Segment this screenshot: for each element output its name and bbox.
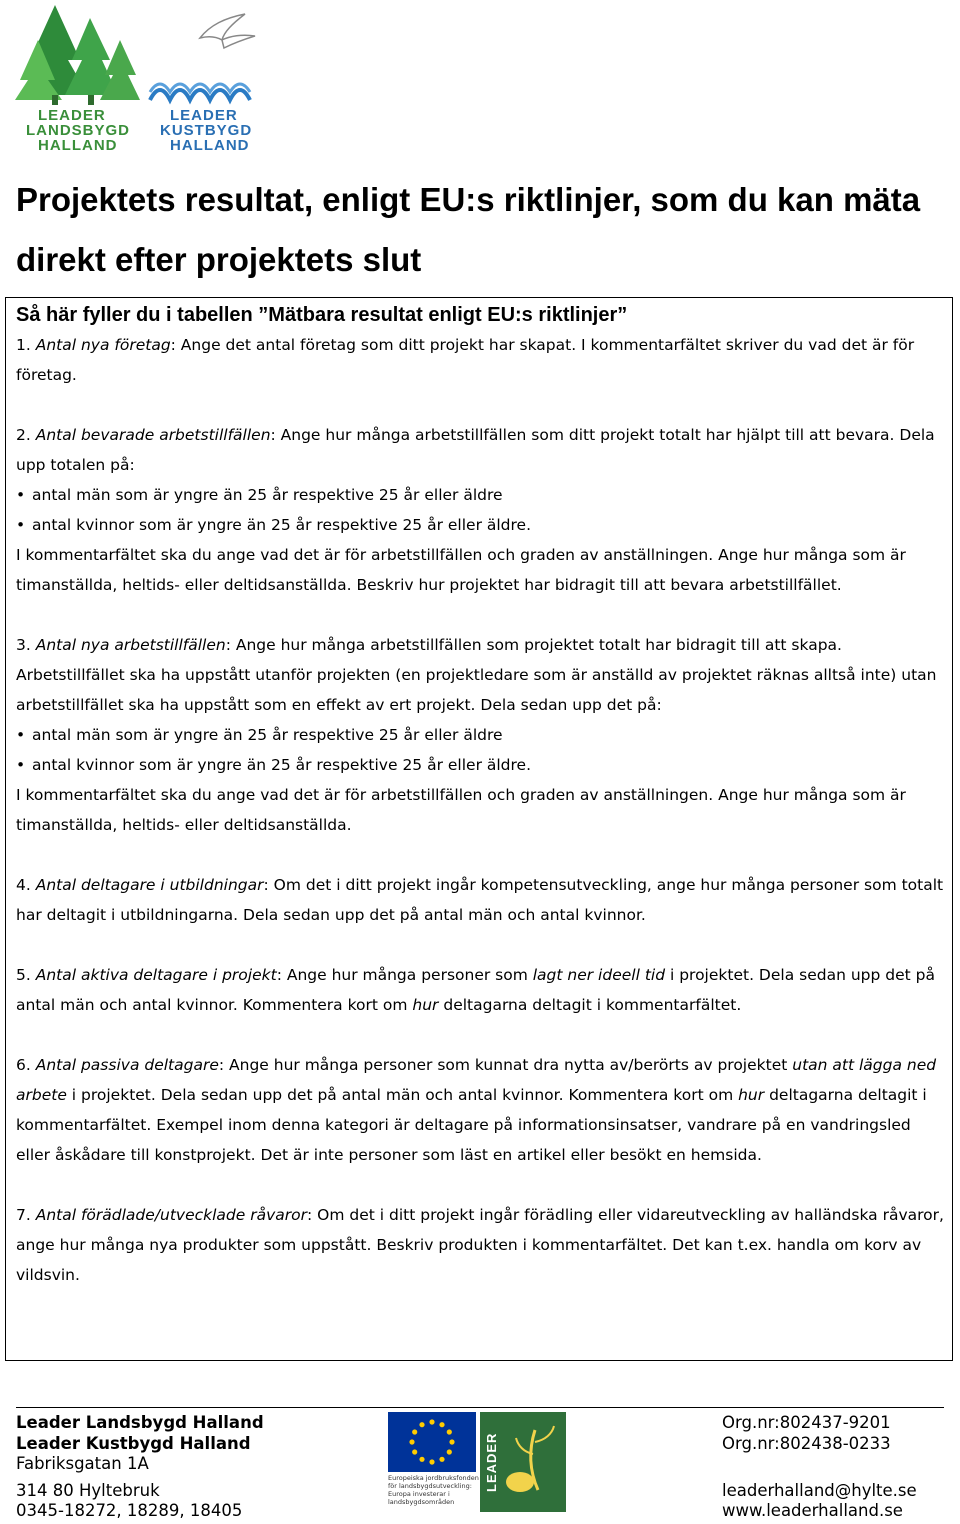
- page-title: Projektets resultat, enligt EU:s riktlinjer, som du kan mäta direkt efter projektets slut: [16, 181, 921, 278]
- leader-halland-logo: [10, 0, 270, 160]
- item-4: [16, 870, 946, 930]
- item-2-after: I kommentarfältet ska du ange vad det är för arbetstillfällen och graden av anställningen. Ange hur många som är timanställda, heltids- eller deltidsanställda. Beskriv hur projektet har bidragit till att bevara arbetstillfället.: [16, 546, 906, 594]
- logo-right-line3: HALLAND: [170, 137, 250, 154]
- eu-flag-icon: [388, 1412, 476, 1472]
- bullet-icon: •: [16, 516, 26, 534]
- item-2-text: : Ange hur många arbetstillfällen som ditt projekt totalt har hjälpt till att bevara. Dela upp totalen på:: [16, 426, 935, 474]
- leader-logo: [480, 1412, 566, 1512]
- item-2-bullet-1: [16, 480, 946, 510]
- tree-icon: [15, 5, 140, 105]
- logo-right-line1: LEADER: [170, 107, 238, 124]
- item-2-bullet-2: [16, 510, 946, 540]
- item-3-bullet-1-text: antal män som är yngre än 25 år respektive 25 år eller äldre: [32, 726, 503, 744]
- item-4-term: Antal deltagare i utbildningar: [35, 876, 264, 894]
- item-2-number: 2.: [16, 426, 31, 444]
- item-5-text-a: : Ange hur många personer som: [276, 966, 533, 984]
- footer-orgnr-2: Org.nr:802438-0233: [722, 1433, 891, 1453]
- item-2-bullet-1-text: antal män som är yngre än 25 år respektive 25 år eller äldre: [32, 486, 503, 504]
- logo-left-line1: LEADER: [38, 107, 106, 124]
- footer-phone: 0345-18272, 18289, 18405: [16, 1501, 243, 1520]
- footer-email[interactable]: leaderhalland@hylte.se: [722, 1480, 917, 1500]
- item-1: [16, 330, 946, 390]
- footer-divider: [16, 1407, 944, 1408]
- item-3-bullet-1: [16, 720, 946, 750]
- item-6: [16, 1050, 946, 1170]
- item-2: [16, 420, 946, 480]
- item-7: [16, 1200, 946, 1290]
- item-6-term: Antal passiva deltagare: [35, 1056, 219, 1074]
- item-6-em-2: hur: [738, 1086, 765, 1104]
- item-5-text-b: i projektet. Dela sedan upp det på antal män och antal kvinnor. Kommentera kort om: [16, 966, 935, 1014]
- footer-city: 314 80 Hyltebruk: [16, 1480, 160, 1500]
- instruction-box: [5, 297, 953, 1361]
- item-7-term: Antal förädlade/utvecklade råvaror: [35, 1206, 308, 1224]
- wave-icon: [150, 84, 250, 100]
- item-1-text: : Ange det antal företag som ditt projekt har skapat. I kommentarfältet skriver du vad det är för företag.: [16, 336, 915, 384]
- bullet-icon: •: [16, 486, 26, 504]
- footer-org-2: Leader Kustbygd Halland: [16, 1433, 251, 1453]
- item-3-text: : Ange hur många arbetstillfällen som projektet totalt har bidragit till att skapa. Arbetstillfället ska ha uppstått utanför projekten (en projektledare som är anställd av projektet räknas alltså inte) utan arbetstillfället ska ha uppstått som en effekt av ert projekt. Dela sedan upp det på:: [16, 636, 937, 714]
- logo-right-line2: KUSTBYGD: [160, 122, 253, 139]
- item-2-term: Antal bevarade arbetstillfällen: [35, 426, 271, 444]
- item-1-term: Antal nya företag: [35, 336, 171, 354]
- item-6-text-a: : Ange hur många personer som kunnat dra nytta av/berörts av projektet: [218, 1056, 793, 1074]
- item-5: [16, 960, 946, 1020]
- item-4-number: 4.: [16, 876, 31, 894]
- item-5-number: 5.: [16, 966, 31, 984]
- item-5-term: Antal aktiva deltagare i projekt: [35, 966, 277, 984]
- item-2-bullet-2-text: antal kvinnor som är yngre än 25 år respektive 25 år eller äldre.: [32, 516, 532, 534]
- item-6-number: 6.: [16, 1056, 31, 1074]
- item-3-number: 3.: [16, 636, 31, 654]
- bullet-icon: •: [16, 726, 26, 744]
- item-5-em-1: lagt ner ideell tid: [532, 966, 666, 984]
- footer-address: [16, 1413, 264, 1522]
- item-3-bullet-2-text: antal kvinnor som är yngre än 25 år respektive 25 år eller äldre.: [32, 756, 532, 774]
- footer-org-1: Leader Landsbygd Halland: [16, 1413, 264, 1432]
- item-3-after: I kommentarfältet ska du ange vad det är för arbetstillfällen och graden av anställningen. Ange hur många som är timanställda, heltids- eller deltidsanställda.: [16, 786, 906, 834]
- instruction-heading: Så här fyller du i tabellen ”Mätbara resultat enligt EU:s riktlinjer”: [16, 304, 628, 326]
- item-1-number: 1.: [16, 336, 31, 354]
- item-5-text-c: deltagarna deltagit i kommentarfältet.: [438, 996, 742, 1014]
- item-3: [16, 630, 946, 720]
- logo-left-line3: HALLAND: [38, 137, 118, 154]
- item-6-text-c: deltagarna deltagit i kommentarfältet. Exempel inom denna kategori är deltagare på informationsinsatser, vandrare på en vandringsled eller åskådare till konstprojekt. Det är inte personer som läst en artikel eller besökt en hemsida.: [16, 1086, 927, 1164]
- leader-logo-text: LEADER: [484, 1432, 499, 1492]
- item-6-text-b: i projektet. Dela sedan upp det på antal män och antal kvinnor. Kommentera kort om: [66, 1086, 739, 1104]
- footer-orgnr-1: Org.nr:802437-9201: [722, 1413, 891, 1432]
- footer-website[interactable]: www.leaderhalland.se: [722, 1501, 903, 1520]
- item-3-term: Antal nya arbetstillfällen: [35, 636, 226, 654]
- item-7-text: : Om det i ditt projekt ingår förädling eller vidareutveckling av halländska råvaror, ange hur många nya produkter som uppstått. Beskriv produkten i kommentarfältet. Det kan t.ex. handla om korv av vildsvin.: [16, 1206, 944, 1284]
- item-5-em-2: hur: [412, 996, 439, 1014]
- item-4-text: : Om det i ditt projekt ingår kompetensutveckling, ange hur många personer som totalt har deltagit i utbildningarna. Dela sedan upp det på antal män och antal kvinnor.: [16, 876, 944, 924]
- item-7-number: 7.: [16, 1206, 31, 1224]
- eu-fund-text: Europeiska jordbruksfonden för landsbygdsutveckling: Europa investerar i landsbygdsområden: [388, 1474, 479, 1506]
- item-3-bullet-2: [16, 750, 946, 780]
- leader-plant-icon: [506, 1426, 554, 1492]
- footer-contact: [722, 1413, 917, 1522]
- bird-icon: [200, 14, 255, 48]
- logo-left-line2: LANDSBYGD: [26, 122, 131, 139]
- eu-leader-logos: [388, 1412, 566, 1512]
- footer-street: Fabriksgatan 1A: [16, 1454, 149, 1473]
- bullet-icon: •: [16, 756, 26, 774]
- item-6-em-1: utan att lägga ned arbete: [16, 1056, 937, 1104]
